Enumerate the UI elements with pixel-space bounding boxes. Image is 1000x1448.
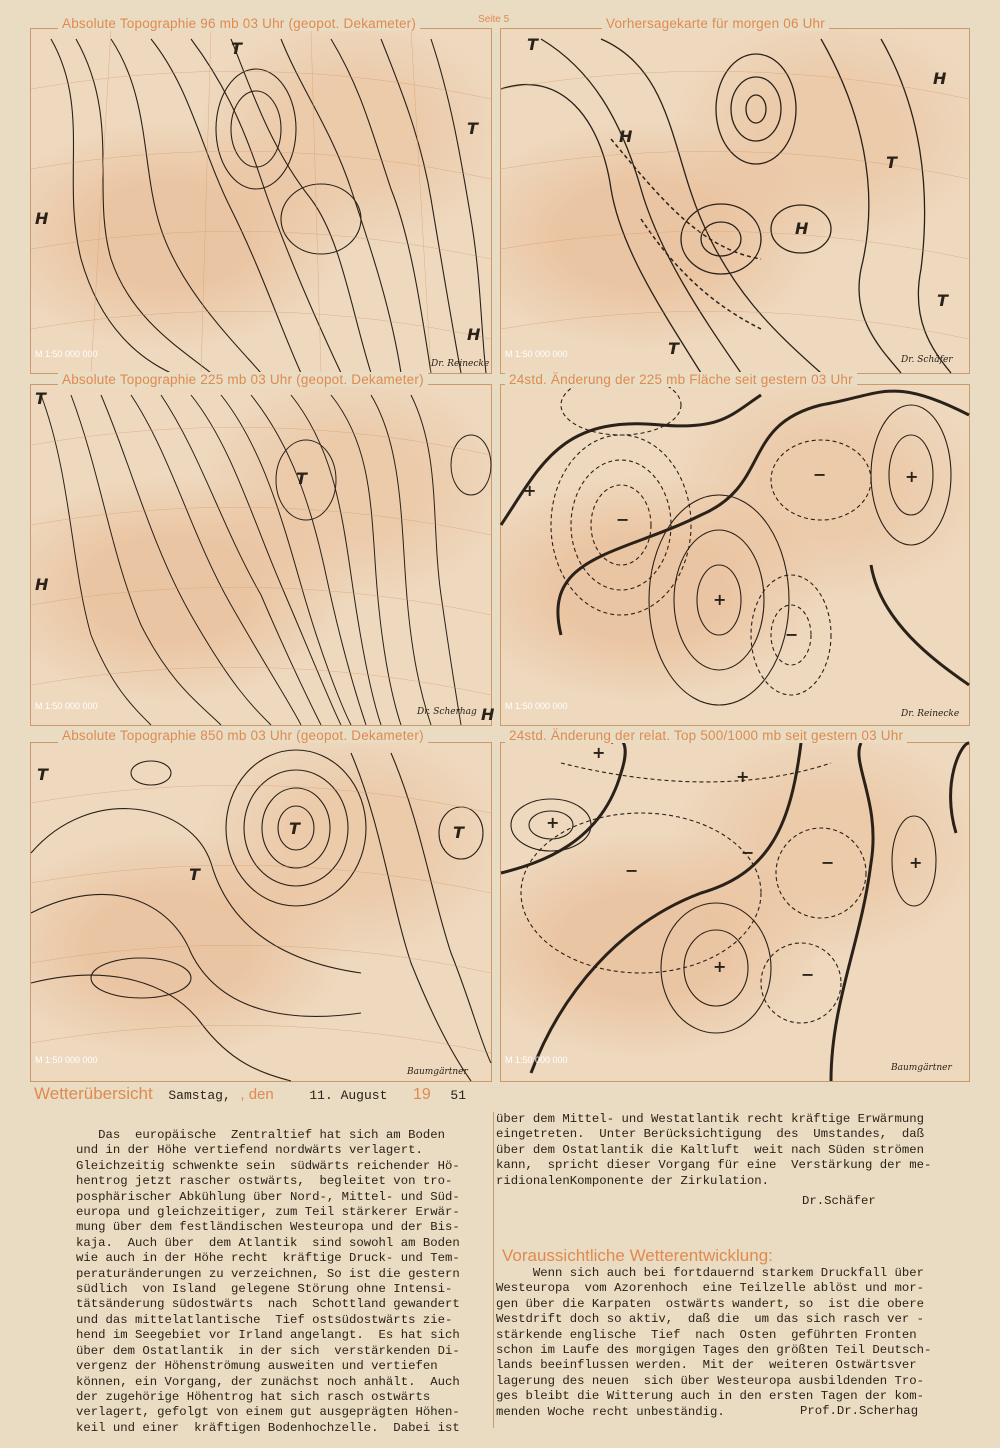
overview-text: Das europäische Zentraltief hat sich am Boden und in der Höhe vertiefend nordwärts verlagert. Gleichzeitig schwenkte sein südwärts reichender Hö- hentrog jetzt rascher ostwärts, begleitet von tro- posphärischer Abkühlung über Nord-, Mittel- und Süd- europa und gleichzeitiger, zum Teil stärkerer Erwär- mung über dem festländischen Westeuropa und der Bis- kaja. Auch über dem Atlantik sind sowohl am Boden wie auch in der Höhe recht kräftige Druck- und Tem- peraturänderungen zu verzeichnen, So ist die gestern südlich von Island gelegene Störung ohne Intensi- tätsänderung südostwärts nach Schottland gewandert und das mittelatlantische Tief ostsüdostwärts zie- hend im Seegebiet vor Irland angelangt. Es hat sich über dem Ostatlantik in der sich verstärkenden Di- vergenz der Höhenströmung ausweiten und vertiefen können, ein Vorgang, der zunächst noch anhält. Auch der zugehörige Höhentrog hat sich rasch ostwärts verlagert, gefolgt von einem gut ausgeprägten Höhen- keil und einer kräftigen Bodenhochzelle. Dabei ist bbox=[76, 1128, 460, 1435]
minus-symbol: − bbox=[813, 465, 827, 484]
high-pressure-symbol: H bbox=[35, 209, 49, 228]
minus-symbol: − bbox=[616, 510, 630, 529]
low-pressure-symbol: T bbox=[453, 823, 464, 842]
overview-year-prefix: 19 bbox=[412, 1086, 431, 1103]
low-pressure-symbol: T bbox=[668, 339, 679, 358]
minus-symbol: − bbox=[821, 853, 835, 872]
plus-symbol: + bbox=[736, 767, 750, 786]
map-title: 24std. Änderung der 225 mb Fläche seit gestern 03 Uhr bbox=[505, 372, 857, 387]
high-pressure-symbol: H bbox=[481, 705, 495, 724]
low-pressure-symbol: T bbox=[527, 35, 538, 54]
change-lines bbox=[501, 385, 969, 725]
low-pressure-symbol: T bbox=[189, 865, 200, 884]
low-pressure-symbol: T bbox=[937, 291, 948, 310]
plus-symbol: + bbox=[713, 590, 727, 609]
overview-date: 11. August bbox=[309, 1088, 388, 1103]
high-pressure-symbol: H bbox=[933, 69, 947, 88]
map-225mb-change bbox=[500, 384, 970, 726]
overview-text-continued: über dem Mittel- und Westatlantik recht kräftige Erwärmung eingetreten. Unter Berücksichtigung des Umstandes, daß über dem Ostatlantik die Kaltluft weit nach Süden strömen kann, spricht dieser Vorgang für eine Verstärkung der me- ridionalenKomponente der Zirkulation. bbox=[496, 1112, 932, 1188]
overview-day: Samstag, bbox=[168, 1088, 231, 1103]
map-relative-topography-change bbox=[500, 742, 970, 1082]
plus-symbol: + bbox=[592, 743, 606, 762]
high-pressure-symbol: H bbox=[467, 325, 481, 344]
map-225mb-topography bbox=[30, 384, 495, 726]
minus-symbol: − bbox=[785, 625, 799, 644]
low-pressure-symbol: T bbox=[467, 119, 478, 138]
map-scale: M 1:50 000 000 bbox=[505, 1055, 568, 1065]
isobar-lines bbox=[501, 29, 969, 373]
low-pressure-symbol: T bbox=[35, 389, 46, 408]
high-pressure-symbol: H bbox=[795, 219, 809, 238]
minus-symbol: − bbox=[741, 843, 755, 862]
map-850mb-topography bbox=[30, 742, 492, 1082]
plus-symbol: + bbox=[713, 957, 727, 976]
plus-symbol: + bbox=[905, 467, 919, 486]
map-forecast bbox=[500, 28, 970, 374]
overview-heading: Wetterübersicht bbox=[34, 1084, 153, 1103]
contour-lines bbox=[31, 385, 491, 725]
low-pressure-symbol: T bbox=[37, 765, 48, 784]
map-author: Baumgärtner bbox=[891, 1063, 952, 1073]
change-lines bbox=[501, 743, 969, 1081]
map-title: Absolute Topographie 225 mb 03 Uhr (geopot. Dekameter) bbox=[58, 372, 428, 387]
contour-lines bbox=[31, 743, 491, 1081]
signature: Dr.Schäfer bbox=[802, 1194, 876, 1208]
high-pressure-symbol: H bbox=[619, 127, 633, 146]
plus-symbol: + bbox=[546, 813, 560, 832]
map-scale: M 1:50 000 000 bbox=[35, 349, 98, 359]
map-title: Vorhersagekarte für morgen 06 Uhr bbox=[602, 16, 829, 31]
plus-symbol: + bbox=[523, 481, 537, 500]
minus-symbol: − bbox=[801, 965, 815, 984]
map-title: Absolute Topographie 96 mb 03 Uhr (geopot. Dekameter) bbox=[58, 16, 420, 31]
map-scale: M 1:50 000 000 bbox=[505, 701, 568, 711]
overview-header bbox=[34, 1084, 466, 1104]
map-author: Dr. Reinecke bbox=[431, 359, 490, 369]
map-title: Absolute Topographie 850 mb 03 Uhr (geopot. Dekameter) bbox=[58, 728, 428, 743]
overview-den: , den bbox=[240, 1086, 274, 1103]
page-number: Seite 5 bbox=[478, 14, 510, 25]
high-pressure-symbol: H bbox=[35, 575, 49, 594]
map-title: 24std. Änderung der relat. Top 500/1000 mb seit gestern 03 Uhr bbox=[505, 728, 907, 743]
minus-symbol: − bbox=[625, 861, 639, 880]
low-pressure-symbol: T bbox=[289, 819, 300, 838]
map-author: Dr. Schäfer bbox=[901, 355, 953, 365]
low-pressure-symbol: T bbox=[296, 469, 307, 488]
map-96mb-topography bbox=[30, 28, 492, 374]
map-scale: M 1:50 000 000 bbox=[505, 349, 568, 359]
column-divider bbox=[493, 1112, 494, 1428]
map-scale: M 1:50 000 000 bbox=[35, 701, 98, 711]
overview-year-suffix: 51 bbox=[450, 1088, 466, 1103]
contour-lines bbox=[31, 29, 491, 373]
low-pressure-symbol: T bbox=[886, 153, 897, 172]
map-author: Dr. Reinecke bbox=[901, 709, 960, 719]
signature: Prof.Dr.Scherhag bbox=[800, 1404, 919, 1418]
map-scale: M 1:50 000 000 bbox=[35, 1055, 98, 1065]
forecast-heading: Voraussichtliche Wetterentwicklung: bbox=[502, 1246, 773, 1265]
forecast-text: Wenn sich auch bei fortdauernd starkem Druckfall über Westeuropa vom Azorenhoch eine Teilzelle ablöst und mor- gen über die Karpaten ostwärts wandert, so ist die obere Westdrift doch so aktiv, daß die um das sich rasch ver - stärkende englische Tief nach Osten geführten Fronten schon im Laufe des morgigen Tages den größten Teil Deutsch- lands beeinflussen werden. Mit der weiteren Ostwärtsver lagerung des neuen sich über Westeuropa ausbildenden Tro- ges bleibt die Witterung auch in den ersten Tagen der kom- menden Woche recht unbeständig. bbox=[496, 1266, 932, 1419]
map-author: Dr. Scherhag bbox=[417, 707, 477, 717]
low-pressure-symbol: T bbox=[231, 39, 242, 58]
plus-symbol: + bbox=[909, 853, 923, 872]
map-author: Baumgärtner bbox=[407, 1067, 468, 1077]
